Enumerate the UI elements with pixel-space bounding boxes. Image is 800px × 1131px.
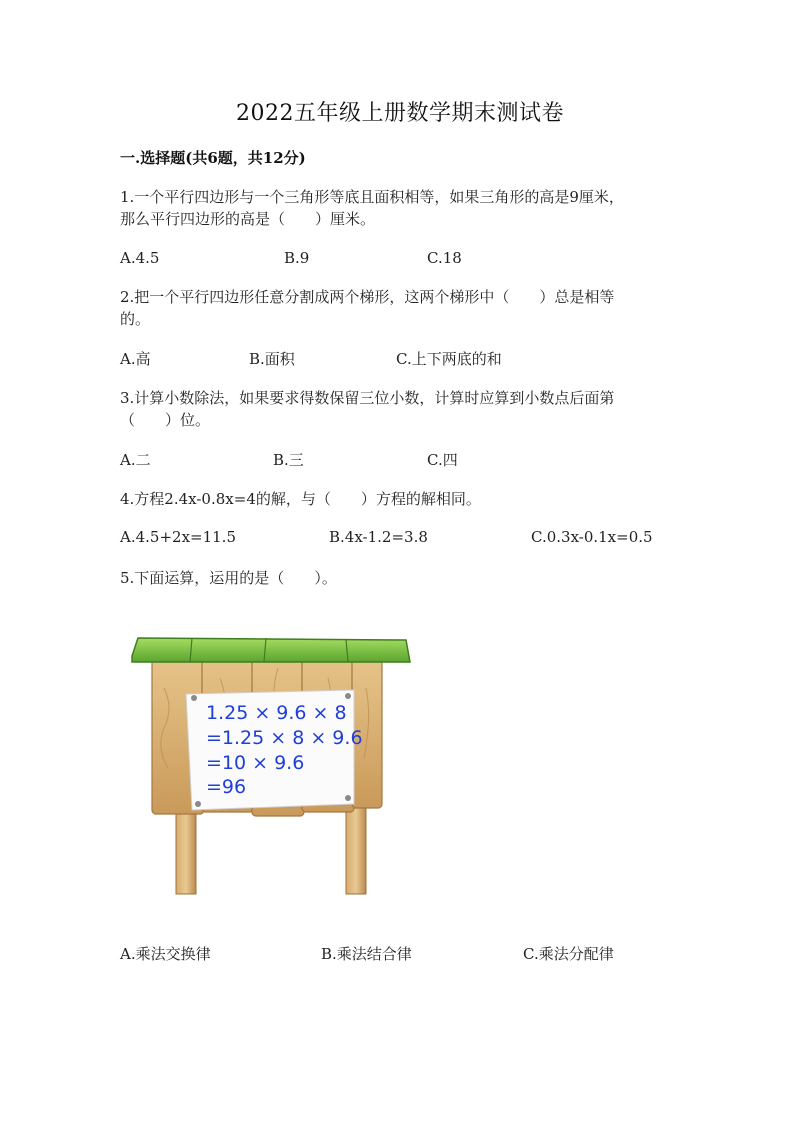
- question-4-option-a: A.4.5+2x=11.5: [120, 528, 236, 546]
- signboard-line-1: 1.25 × 9.6 × 8: [206, 702, 347, 724]
- question-3-text: 3.计算小数除法，如果要求得数保留三位小数，计算时应算到小数点后面第: [120, 389, 615, 407]
- question-1-option-b: B.9: [284, 249, 310, 267]
- question-3-option-c: C.四: [427, 451, 458, 469]
- question-1-option-c: C.18: [427, 249, 462, 267]
- question-4-option-c: C.0.3x-0.1x=0.5: [531, 528, 653, 546]
- signboard-line-4: =96: [206, 776, 247, 798]
- section-heading: 一.选择题(共6题，共12分): [120, 149, 306, 167]
- question-4-option-b: B.4x-1.2=3.8: [329, 528, 428, 546]
- question-2-text-cont: 的。: [120, 310, 151, 328]
- question-5-option-c: C.乘法分配律: [523, 945, 614, 963]
- question-2-text: 2.把一个平行四边形任意分割成两个梯形，这两个梯形中（ ）总是相等: [120, 288, 615, 306]
- question-5-option-a: A.乘法交换律: [120, 945, 211, 963]
- question-5-text: 5.下面运算，运用的是（ ）。: [120, 569, 337, 587]
- question-3-text-cont: （ ）位。: [120, 411, 211, 429]
- question-3-option-a: A.二: [120, 451, 151, 469]
- question-2-option-b: B.面积: [249, 350, 295, 368]
- page-title: 2022五年级上册数学期末测试卷: [236, 101, 564, 126]
- signboard-line-2: =1.25 × 8 × 9.6: [206, 727, 363, 749]
- signboard-line-3: =10 × 9.6: [206, 752, 305, 774]
- question-4-text: 4.方程2.4x-0.8x=4的解，与（ ）方程的解相同。: [120, 490, 481, 508]
- question-1-option-a: A.4.5: [120, 249, 160, 267]
- question-5-option-b: B.乘法结合律: [321, 945, 412, 963]
- question-2-option-c: C.上下两底的和: [396, 350, 502, 368]
- question-2-option-a: A.高: [120, 350, 151, 368]
- question-1-text: 1.一个平行四边形与一个三角形等底且面积相等，如果三角形的高是9厘米，: [120, 188, 624, 206]
- question-3-option-b: B.三: [273, 451, 304, 469]
- question-1-text-cont: 那么平行四边形的高是（ ）厘米。: [120, 210, 376, 228]
